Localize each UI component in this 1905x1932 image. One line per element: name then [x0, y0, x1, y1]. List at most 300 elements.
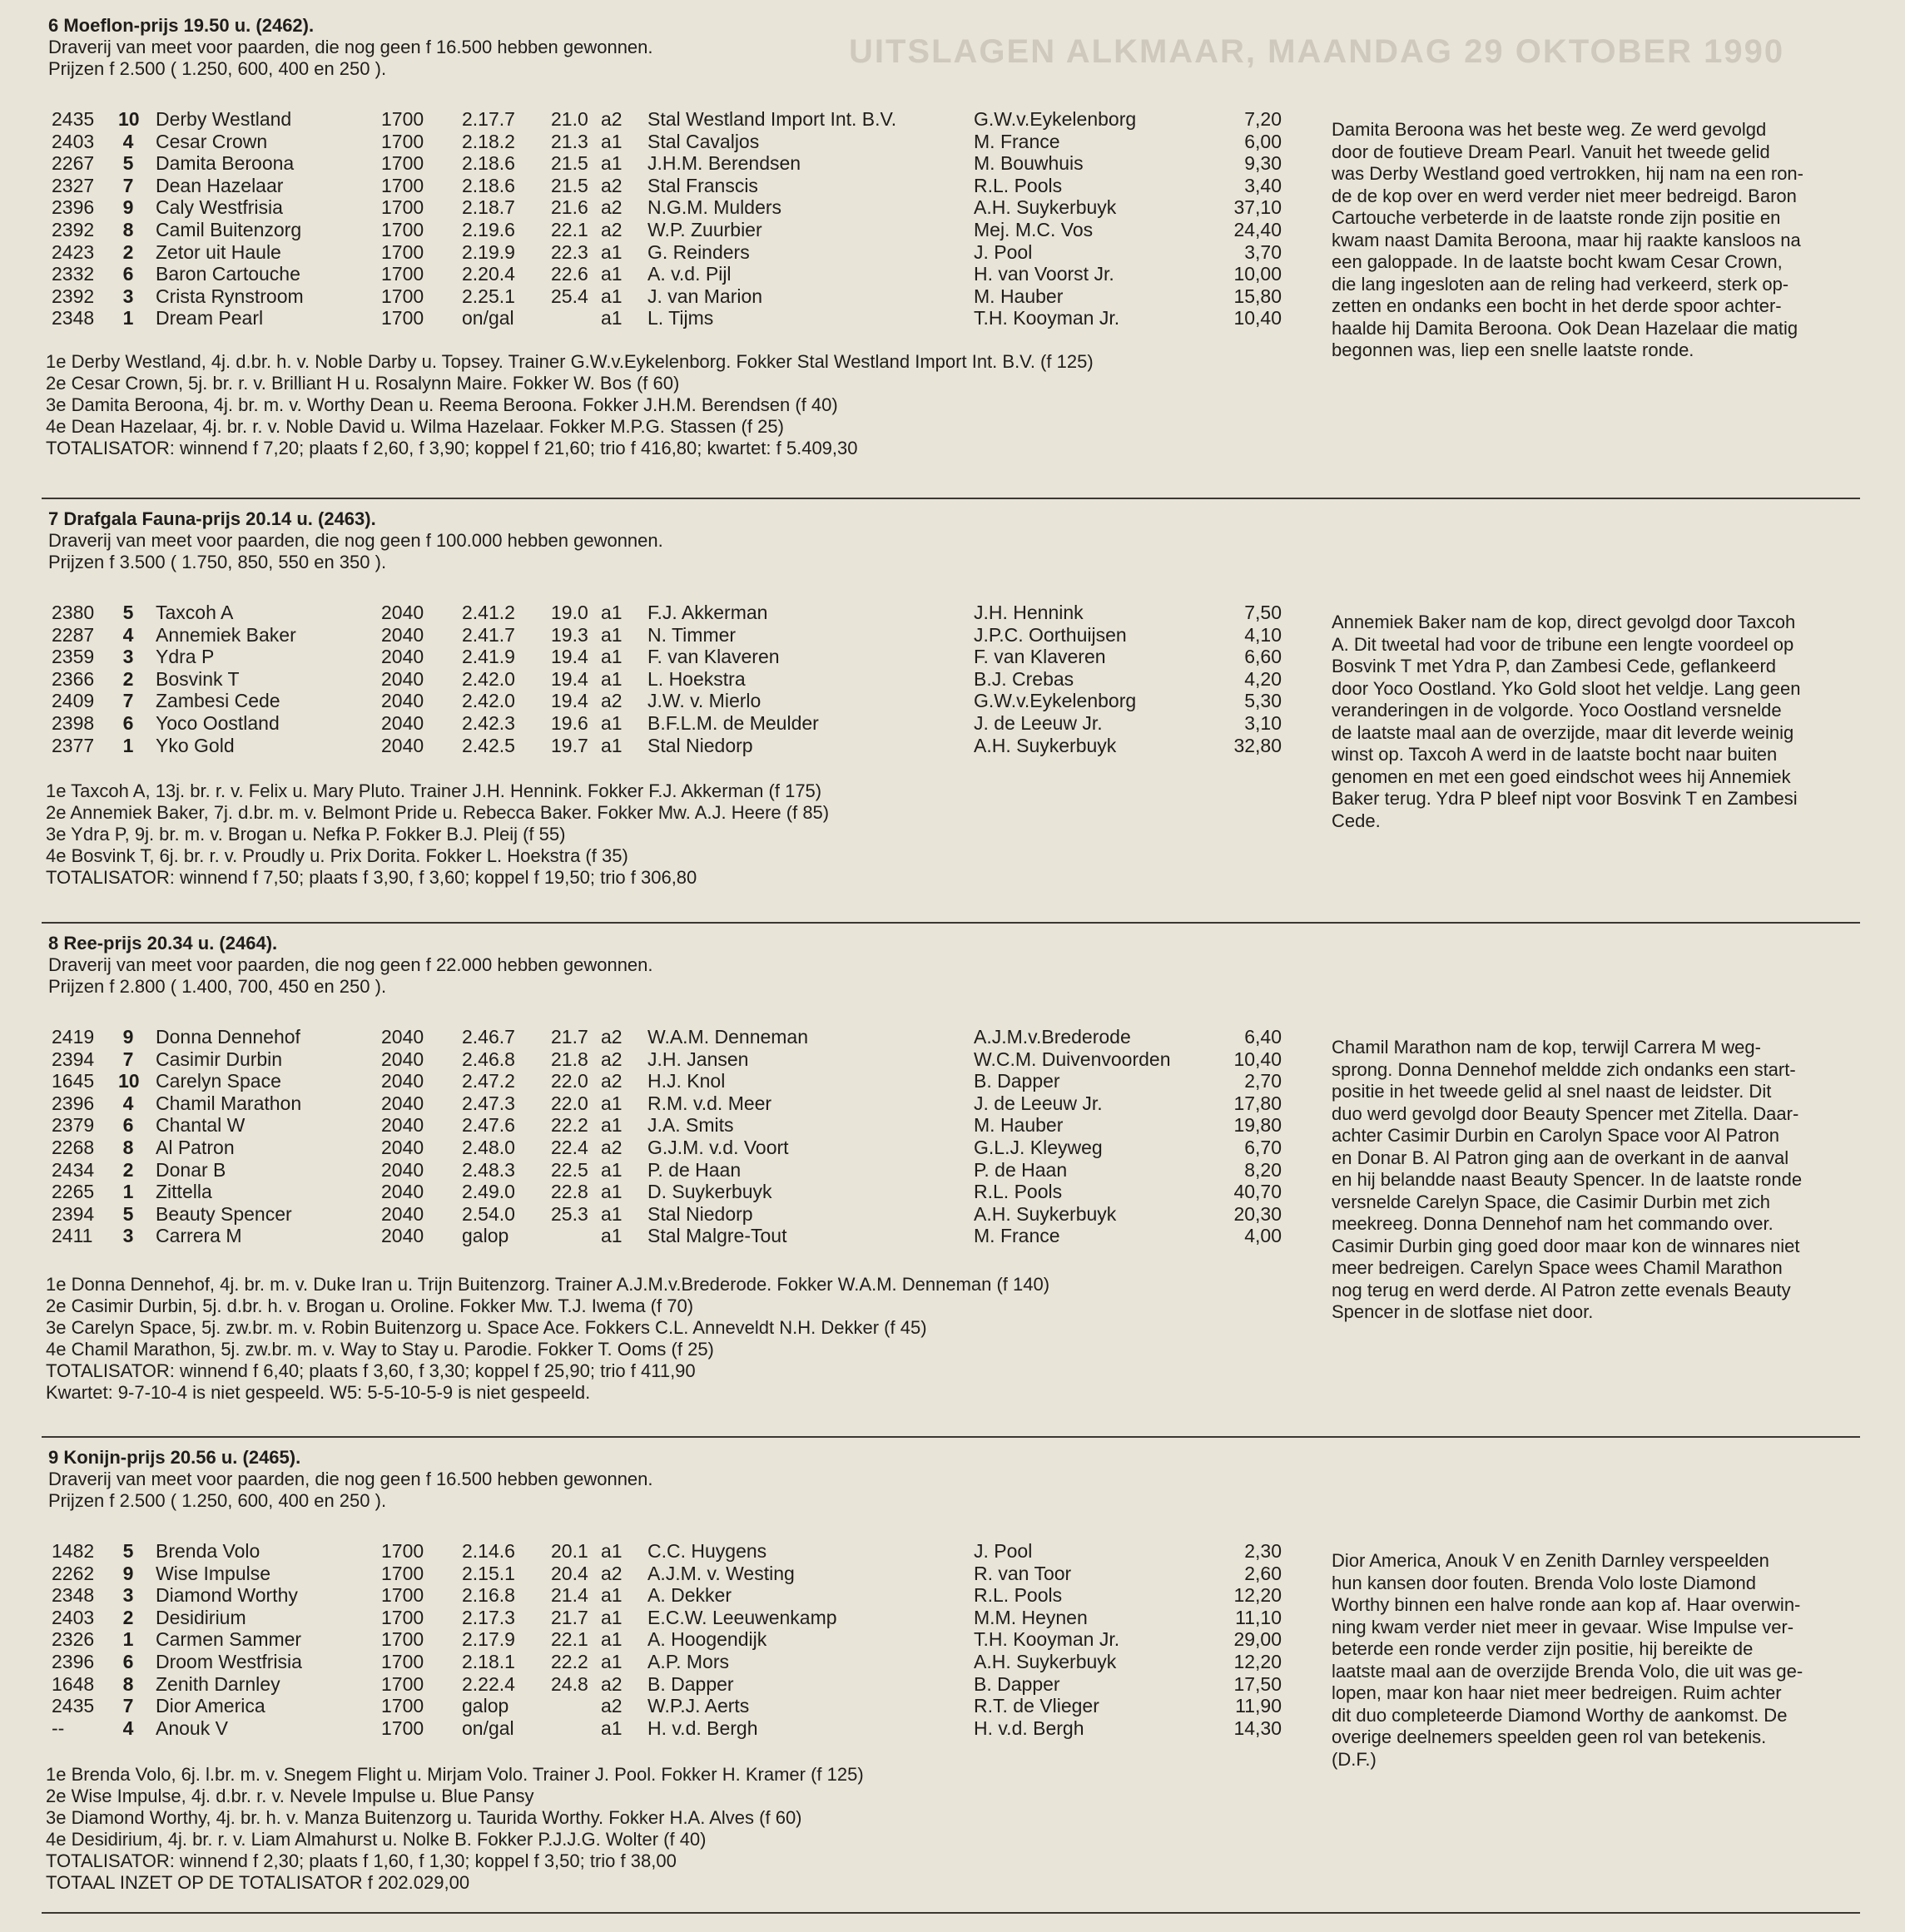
odds: 10,00	[1233, 263, 1282, 285]
table-row	[0, 307, 1282, 329]
race-placings	[46, 780, 829, 889]
race-title: 9 Konijn-prijs 20.56 u. (2465).	[48, 1447, 301, 1468]
start-row: a1	[601, 1092, 623, 1114]
placing-line: 4e Dean Hazelaar, 4j. br. r. v. Noble David u. Wilma Hazelaar. Fokker M.P.G. Stassen (f 25)	[46, 416, 784, 437]
start-row: a1	[601, 734, 623, 756]
table-row	[0, 131, 1282, 153]
driver: H.J. Knol	[647, 1070, 726, 1092]
commentary-line: Baker terug. Ydra P bleef nipt voor Bosvink T en Zambesi	[1332, 788, 1798, 809]
post-position: 4	[122, 1717, 134, 1739]
horse-name: Baron Cartouche	[156, 263, 300, 285]
start-row: a1	[601, 307, 623, 329]
commentary-line: dit duo completeerde Diamond Worthy de aankomst. De	[1332, 1704, 1788, 1726]
owner: A.H. Suykerbuyk	[974, 1202, 1117, 1225]
distance: 2040	[381, 1225, 424, 1247]
start-row: a2	[601, 1672, 623, 1695]
start-row: a1	[601, 646, 623, 668]
driver: J.H. Jansen	[647, 1048, 749, 1070]
driver: J.W. v. Mierlo	[647, 690, 762, 712]
table-row	[0, 285, 1282, 308]
race-prizes: Prijzen f 2.500 ( 1.250, 600, 400 en 250 ).	[48, 58, 387, 79]
race-placings	[46, 1764, 864, 1894]
start-number: 2411	[52, 1225, 93, 1247]
race-condition: Draverij van meet voor paarden, die nog geen f 22.000 hebben gewonnen.	[48, 954, 653, 975]
commentary-line: nog terug en werd derde. Al Patron zette evenals Beauty	[1332, 1279, 1791, 1300]
odds: 10,40	[1233, 307, 1282, 329]
start-number: 2409	[52, 690, 95, 712]
post-position: 2	[122, 240, 134, 263]
driver: J.A. Smits	[647, 1114, 734, 1137]
odds: 6,60	[1244, 646, 1282, 668]
table-row	[0, 1717, 1282, 1740]
owner: J. de Leeuw Jr.	[974, 1092, 1103, 1114]
table-row	[0, 1225, 1282, 1247]
driver: W.A.M. Denneman	[647, 1026, 809, 1048]
post-position: 4	[122, 623, 134, 646]
post-position: 7	[122, 690, 134, 712]
owner: Mej. M.C. Vos	[974, 219, 1094, 240]
placing-line: TOTALISATOR: winnend f 7,20; plaats f 2,60, f 3,90; koppel f 21,60; trio f 416,80; kwartet: f 5.409,30	[46, 438, 858, 458]
table-row	[0, 1092, 1282, 1115]
distance: 1700	[381, 1584, 424, 1607]
start-row: a2	[601, 219, 623, 240]
driver: A. Dekker	[647, 1584, 732, 1607]
post-position: 5	[122, 1202, 134, 1225]
start-number: 2435	[52, 108, 95, 130]
race-placings	[46, 351, 1094, 459]
odds: 19,80	[1233, 1114, 1282, 1137]
distance: 1700	[381, 1717, 424, 1739]
start-number: 2377	[52, 734, 95, 756]
horse-name: Zittella	[156, 1181, 212, 1203]
start-row: a1	[601, 152, 623, 175]
post-position: 1	[122, 307, 134, 329]
mile-rate: 22.5	[551, 1158, 588, 1181]
finish-time: 2.25.1	[462, 285, 515, 307]
post-position: 4	[122, 130, 134, 152]
distance: 1700	[381, 174, 424, 196]
driver: Stal Niedorp	[647, 1202, 753, 1225]
distance: 2040	[381, 1202, 424, 1225]
distance: 1700	[381, 196, 424, 219]
commentary-line: die lang ingesloten aan de reling had verkeerd, sterk op-	[1332, 273, 1789, 295]
race-commentary	[1332, 119, 1864, 362]
start-number: --	[52, 1717, 65, 1739]
mile-rate: 22.1	[551, 219, 588, 240]
finish-time: 2.47.2	[462, 1070, 515, 1092]
post-position: 10	[118, 1070, 140, 1092]
odds: 2,60	[1244, 1562, 1282, 1584]
post-position: 5	[122, 602, 134, 623]
post-position: 4	[122, 1092, 134, 1114]
race-header	[48, 15, 653, 80]
mile-rate: 22.0	[551, 1070, 588, 1092]
commentary-line: winst op. Taxcoh A werd in de laatste bocht naar buiten	[1332, 744, 1778, 765]
table-row	[0, 1137, 1282, 1159]
odds: 15,80	[1233, 285, 1282, 307]
start-row: a1	[601, 1717, 623, 1739]
placing-line: 3e Ydra P, 9j. br. m. v. Brogan u. Nefka P. Fokker B.J. Pleij (f 55)	[46, 824, 566, 845]
placing-line: 4e Bosvink T, 6j. br. r. v. Proudly u. Prix Dorita. Fokker L. Hoekstra (f 35)	[46, 845, 628, 866]
post-position: 1	[122, 1628, 134, 1651]
finish-time: 2.14.6	[462, 1540, 515, 1562]
odds: 4,10	[1244, 623, 1282, 646]
owner: A.J.M.v.Brederode	[974, 1026, 1131, 1048]
finish-time: 2.15.1	[462, 1562, 515, 1584]
odds: 2,70	[1244, 1070, 1282, 1092]
start-row: a1	[601, 240, 623, 263]
owner: R. van Toor	[974, 1562, 1072, 1584]
owner: M. Hauber	[974, 285, 1064, 307]
commentary-line: positie in het tweede gelid al snel naast de leidster. Dit	[1332, 1081, 1772, 1102]
table-row	[0, 175, 1282, 197]
start-number: 2434	[52, 1158, 95, 1181]
driver: F.J. Akkerman	[647, 602, 768, 623]
placing-line: 1e Derby Westland, 4j. d.br. h. v. Noble Darby u. Topsey. Trainer G.W.v.Eykelenborg. Fokker Stal Westland Import Int. B.V. (f 125)	[46, 351, 1094, 372]
post-position: 2	[122, 667, 134, 690]
mile-rate: 21.6	[551, 196, 588, 219]
start-row: a1	[601, 1540, 623, 1562]
mile-rate: 19.4	[551, 667, 588, 690]
owner: R.L. Pools	[974, 1584, 1063, 1607]
start-row: a2	[601, 1695, 623, 1717]
distance: 1700	[381, 1695, 424, 1717]
finish-time: 2.42.3	[462, 712, 515, 734]
mile-rate: 22.6	[551, 263, 588, 285]
start-number: 2379	[52, 1114, 95, 1137]
post-position: 8	[122, 1672, 134, 1695]
mile-rate: 21.7	[551, 1026, 588, 1048]
race-title: 8 Ree-prijs 20.34 u. (2464).	[48, 933, 278, 954]
mile-rate: 22.8	[551, 1181, 588, 1203]
table-row	[0, 241, 1282, 264]
odds: 20,30	[1233, 1202, 1282, 1225]
start-number: 1648	[52, 1672, 95, 1695]
post-position: 6	[122, 263, 134, 285]
commentary-line: Dior America, Anouk V en Zenith Darnley verspeelden	[1332, 1550, 1769, 1571]
finish-time: 2.41.9	[462, 646, 515, 668]
mile-rate: 21.3	[551, 130, 588, 152]
finish-time: 2.22.4	[462, 1672, 515, 1695]
odds: 40,70	[1233, 1181, 1282, 1203]
finish-time: galop	[462, 1695, 509, 1717]
driver: J. van Marion	[647, 285, 763, 307]
odds: 6,40	[1244, 1026, 1282, 1048]
commentary-line: zetten en ondanks een bocht in het derde spoor achter-	[1332, 295, 1782, 316]
odds: 4,00	[1244, 1225, 1282, 1247]
driver: J.H.M. Berendsen	[647, 152, 801, 175]
placing-line: 4e Chamil Marathon, 5j. zw.br. m. v. Way to Stay u. Parodie. Fokker T. Ooms (f 25)	[46, 1339, 714, 1360]
owner: F. van Klaveren	[974, 646, 1106, 668]
post-position: 7	[122, 174, 134, 196]
finish-time: 2.16.8	[462, 1584, 515, 1607]
finish-time: galop	[462, 1225, 509, 1247]
owner: M. Bouwhuis	[974, 152, 1084, 175]
finish-time: 2.46.8	[462, 1048, 515, 1070]
distance: 2040	[381, 667, 424, 690]
commentary-line: en Donar B. Al Patron ging aan de overkant in de aanval	[1332, 1147, 1789, 1168]
owner: M. France	[974, 130, 1060, 152]
finish-time: 2.47.3	[462, 1092, 515, 1114]
finish-time: 2.18.1	[462, 1651, 515, 1672]
placing-line: TOTALISATOR: winnend f 6,40; plaats f 3,60, f 3,30; koppel f 25,90; trio f 411,90	[46, 1360, 696, 1381]
start-row: a1	[601, 1202, 623, 1225]
start-row: a1	[601, 1225, 623, 1247]
mile-rate: 22.3	[551, 240, 588, 263]
odds: 6,00	[1244, 130, 1282, 152]
post-position: 9	[122, 196, 134, 219]
driver: E.C.W. Leeuwenkamp	[647, 1606, 837, 1628]
start-row: a2	[601, 1562, 623, 1584]
mile-rate: 20.1	[551, 1540, 588, 1562]
start-number: 2435	[52, 1695, 95, 1717]
owner: J.P.C. Oorthuijsen	[974, 623, 1127, 646]
horse-name: Carelyn Space	[156, 1070, 281, 1092]
start-number: 2403	[52, 130, 95, 152]
horse-name: Chamil Marathon	[156, 1092, 302, 1114]
placing-line: 2e Casimir Durbin, 5j. d.br. h. v. Brogan u. Oroline. Fokker Mw. T.J. Iwema (f 70)	[46, 1295, 694, 1316]
start-row: a2	[601, 1048, 623, 1070]
start-number: 2380	[52, 602, 95, 623]
start-number: 2267	[52, 152, 95, 175]
distance: 1700	[381, 263, 424, 285]
owner: H. van Voorst Jr.	[974, 263, 1114, 285]
horse-name: Dream Pearl	[156, 307, 264, 329]
table-row	[0, 602, 1282, 624]
horse-name: Zambesi Cede	[156, 690, 280, 712]
start-row: a2	[601, 108, 623, 130]
post-position: 3	[122, 646, 134, 668]
horse-name: Droom Westfrisia	[156, 1651, 302, 1672]
driver: A.J.M. v. Westing	[647, 1562, 795, 1584]
owner: T.H. Kooyman Jr.	[974, 307, 1120, 329]
start-number: 2287	[52, 623, 95, 646]
commentary-line: duo werd gevolgd door Beauty Spencer met Zitella. Daar-	[1332, 1102, 1799, 1124]
finish-time: 2.41.7	[462, 623, 515, 646]
odds: 2,30	[1244, 1540, 1282, 1562]
start-number: 2348	[52, 1584, 95, 1607]
driver: L. Hoekstra	[647, 667, 746, 690]
driver: N.G.M. Mulders	[647, 196, 782, 219]
horse-name: Damita Beroona	[156, 152, 295, 175]
post-position: 1	[122, 734, 134, 756]
distance: 1700	[381, 219, 424, 240]
table-row	[0, 1540, 1282, 1563]
finish-time: 2.17.7	[462, 108, 515, 130]
finish-time: 2.17.3	[462, 1606, 515, 1628]
mile-rate: 22.4	[551, 1137, 588, 1158]
distance: 2040	[381, 1048, 424, 1070]
finish-time: 2.18.7	[462, 196, 515, 219]
owner: G.W.v.Eykelenborg	[974, 690, 1137, 712]
mile-rate: 22.1	[551, 1628, 588, 1651]
post-position: 5	[122, 152, 134, 175]
race-header	[48, 933, 653, 998]
table-row	[0, 152, 1282, 175]
commentary-line: sprong. Donna Dennehof meldde zich ondanks een start-	[1332, 1058, 1796, 1080]
owner: J. Pool	[974, 1540, 1033, 1562]
table-row	[0, 1628, 1282, 1651]
commentary-line: veranderingen in de volgorde. Yoco Oostland versnelde	[1332, 700, 1782, 721]
horse-name: Casimir Durbin	[156, 1048, 283, 1070]
owner: P. de Haan	[974, 1158, 1068, 1181]
start-number: 2394	[52, 1048, 95, 1070]
horse-name: Carrera M	[156, 1225, 242, 1247]
horse-name: Caly Westfrisia	[156, 196, 283, 219]
table-row	[0, 1026, 1282, 1048]
commentary-line: laatste maal aan de overzijde Brenda Volo, die uit was ge-	[1332, 1660, 1803, 1682]
commentary-line: Damita Beroona was het beste weg. Ze werd gevolgd	[1332, 119, 1767, 140]
finish-time: 2.42.0	[462, 690, 515, 712]
placing-line: 4e Desidirium, 4j. br. r. v. Liam Almahurst u. Nolke B. Fokker P.J.J.G. Wolter (f 40)	[46, 1829, 707, 1850]
race-header	[48, 508, 663, 573]
table-row	[0, 1048, 1282, 1071]
finish-time: 2.17.9	[462, 1628, 515, 1651]
race-prizes: Prijzen f 3.500 ( 1.750, 850, 550 en 350 ).	[48, 552, 387, 572]
commentary-line: Annemiek Baker nam de kop, direct gevolgd door Taxcoh	[1332, 612, 1796, 632]
owner: R.L. Pools	[974, 174, 1063, 196]
start-row: a2	[601, 1070, 623, 1092]
horse-name: Camil Buitenzorg	[156, 219, 302, 240]
driver: A.P. Mors	[647, 1651, 729, 1672]
start-number: 2262	[52, 1562, 95, 1584]
distance: 2040	[381, 1114, 424, 1137]
owner: H. v.d. Bergh	[974, 1717, 1084, 1739]
post-position: 2	[122, 1606, 134, 1628]
distance: 2040	[381, 602, 424, 623]
section-divider	[42, 498, 1860, 499]
horse-name: Zenith Darnley	[156, 1672, 280, 1695]
owner: J.H. Hennink	[974, 602, 1084, 623]
owner: J. Pool	[974, 240, 1033, 263]
start-row: a2	[601, 196, 623, 219]
horse-name: Bosvink T	[156, 667, 240, 690]
distance: 1700	[381, 1606, 424, 1628]
start-row: a1	[601, 285, 623, 307]
mile-rate: 19.4	[551, 690, 588, 712]
horse-name: Crista Rynstroom	[156, 285, 304, 307]
placing-line: 1e Brenda Volo, 6j. l.br. m. v. Snegem Flight u. Mirjam Volo. Trainer J. Pool. Fokker H. Kramer (f 125)	[46, 1764, 864, 1785]
driver: A. v.d. Pijl	[647, 263, 732, 285]
driver: B.F.L.M. de Meulder	[647, 712, 819, 734]
commentary-line: de de kop over en werd verder niet meer bedreigd. Baron	[1332, 185, 1797, 206]
mile-rate: 21.7	[551, 1606, 588, 1628]
owner: G.L.J. Kleyweg	[974, 1137, 1103, 1158]
driver: Stal Malgre-Tout	[647, 1225, 787, 1247]
table-row	[0, 1651, 1282, 1673]
commentary-line: was Derby Westland goed vertrokken, hij nam na een ron-	[1332, 163, 1803, 184]
commentary-line: Casimir Durbin ging goed door maar kon de winnares niet	[1332, 1235, 1800, 1256]
odds: 14,30	[1233, 1717, 1282, 1739]
commentary-line: Bosvink T met Ydra P, dan Zambesi Cede, geflankeerd	[1332, 656, 1777, 676]
section-divider	[42, 1436, 1860, 1438]
horse-name: Beauty Spencer	[156, 1202, 292, 1225]
post-position: 3	[122, 1225, 134, 1247]
horse-name: Zetor uit Haule	[156, 240, 281, 263]
driver: P. de Haan	[647, 1158, 742, 1181]
odds: 9,30	[1244, 152, 1282, 175]
placing-line: 1e Donna Dennehof, 4j. br. m. v. Duke Iran u. Trijn Buitenzorg. Trainer A.J.M.v.Brederode. Fokker W.A.M. Denneman (f 140)	[46, 1274, 1050, 1295]
start-number: 2268	[52, 1137, 95, 1158]
driver: Stal Franscis	[647, 174, 758, 196]
race-header	[48, 1447, 653, 1512]
odds: 3,40	[1244, 174, 1282, 196]
table-row	[0, 712, 1282, 735]
owner: B. Dapper	[974, 1672, 1060, 1695]
owner: A.H. Suykerbuyk	[974, 1651, 1117, 1672]
mile-rate: 21.4	[551, 1584, 588, 1607]
commentary-line: ning kwam verder niet meer in gevaar. Wise Impulse ver-	[1332, 1616, 1794, 1637]
owner: M.M. Heynen	[974, 1606, 1088, 1628]
start-number: 2396	[52, 1651, 95, 1672]
owner: G.W.v.Eykelenborg	[974, 108, 1137, 130]
odds: 7,50	[1244, 602, 1282, 623]
commentary-line: overige deelnemers speelden geen rol van betekenis.	[1332, 1726, 1767, 1747]
section-divider	[42, 1912, 1860, 1914]
post-position: 1	[122, 1181, 134, 1203]
section-divider	[42, 922, 1860, 924]
horse-name: Desidirium	[156, 1606, 246, 1628]
distance: 2040	[381, 690, 424, 712]
start-row: a1	[601, 667, 623, 690]
commentary-line: meekreeg. Donna Dennehof nam het commando over.	[1332, 1213, 1774, 1234]
odds: 12,20	[1233, 1651, 1282, 1672]
driver: A. Hoogendijk	[647, 1628, 767, 1651]
mile-rate: 19.3	[551, 623, 588, 646]
placing-line: 3e Damita Beroona, 4j. br. m. v. Worthy Dean u. Reema Beroona. Fokker J.H.M. Berendsen (f 40)	[46, 394, 838, 415]
commentary-line: Cartouche verbeterde in de laatste ronde zijn positie en	[1332, 207, 1781, 228]
table-row	[0, 1584, 1282, 1607]
post-position: 9	[122, 1562, 134, 1584]
post-position: 6	[122, 712, 134, 734]
race-condition: Draverij van meet voor paarden, die nog geen f 16.500 hebben gewonnen.	[48, 37, 653, 57]
start-row: a1	[601, 1114, 623, 1137]
distance: 2040	[381, 1158, 424, 1181]
horse-name: Annemiek Baker	[156, 623, 296, 646]
odds: 12,20	[1233, 1584, 1282, 1607]
commentary-line: Worthy binnen een halve ronde aan kop af. Haar overwin-	[1332, 1594, 1801, 1615]
finish-time: 2.47.6	[462, 1114, 515, 1137]
distance: 1700	[381, 1672, 424, 1695]
race-condition: Draverij van meet voor paarden, die nog geen f 16.500 hebben gewonnen.	[48, 1469, 653, 1489]
mile-rate: 19.7	[551, 734, 588, 756]
table-row	[0, 1695, 1282, 1717]
table-row	[0, 196, 1282, 219]
horse-name: Donar B	[156, 1158, 226, 1181]
horse-name: Derby Westland	[156, 108, 292, 130]
distance: 1700	[381, 1562, 424, 1584]
owner: M. Hauber	[974, 1114, 1064, 1137]
post-position: 6	[122, 1114, 134, 1137]
placing-line: 3e Diamond Worthy, 4j. br. h. v. Manza Buitenzorg u. Taurida Worthy. Fokker H.A. Alves (f 60)	[46, 1807, 802, 1828]
distance: 2040	[381, 623, 424, 646]
table-row	[0, 263, 1282, 285]
table-row	[0, 690, 1282, 712]
mile-rate: 22.0	[551, 1092, 588, 1114]
start-row: a2	[601, 1137, 623, 1158]
horse-name: Cesar Crown	[156, 130, 268, 152]
table-row	[0, 624, 1282, 646]
post-position: 6	[122, 1651, 134, 1672]
commentary-line: achter Casimir Durbin en Carolyn Space voor Al Patron	[1332, 1125, 1780, 1146]
odds: 11,10	[1235, 1606, 1282, 1628]
placing-line: TOTAAL INZET OP DE TOTALISATOR f 202.029,00	[46, 1872, 470, 1893]
table-row	[0, 735, 1282, 757]
horse-name: Yko Gold	[156, 734, 235, 756]
post-position: 3	[122, 1584, 134, 1607]
driver: H. v.d. Bergh	[647, 1717, 758, 1739]
horse-name: Donna Dennehof	[156, 1026, 300, 1048]
